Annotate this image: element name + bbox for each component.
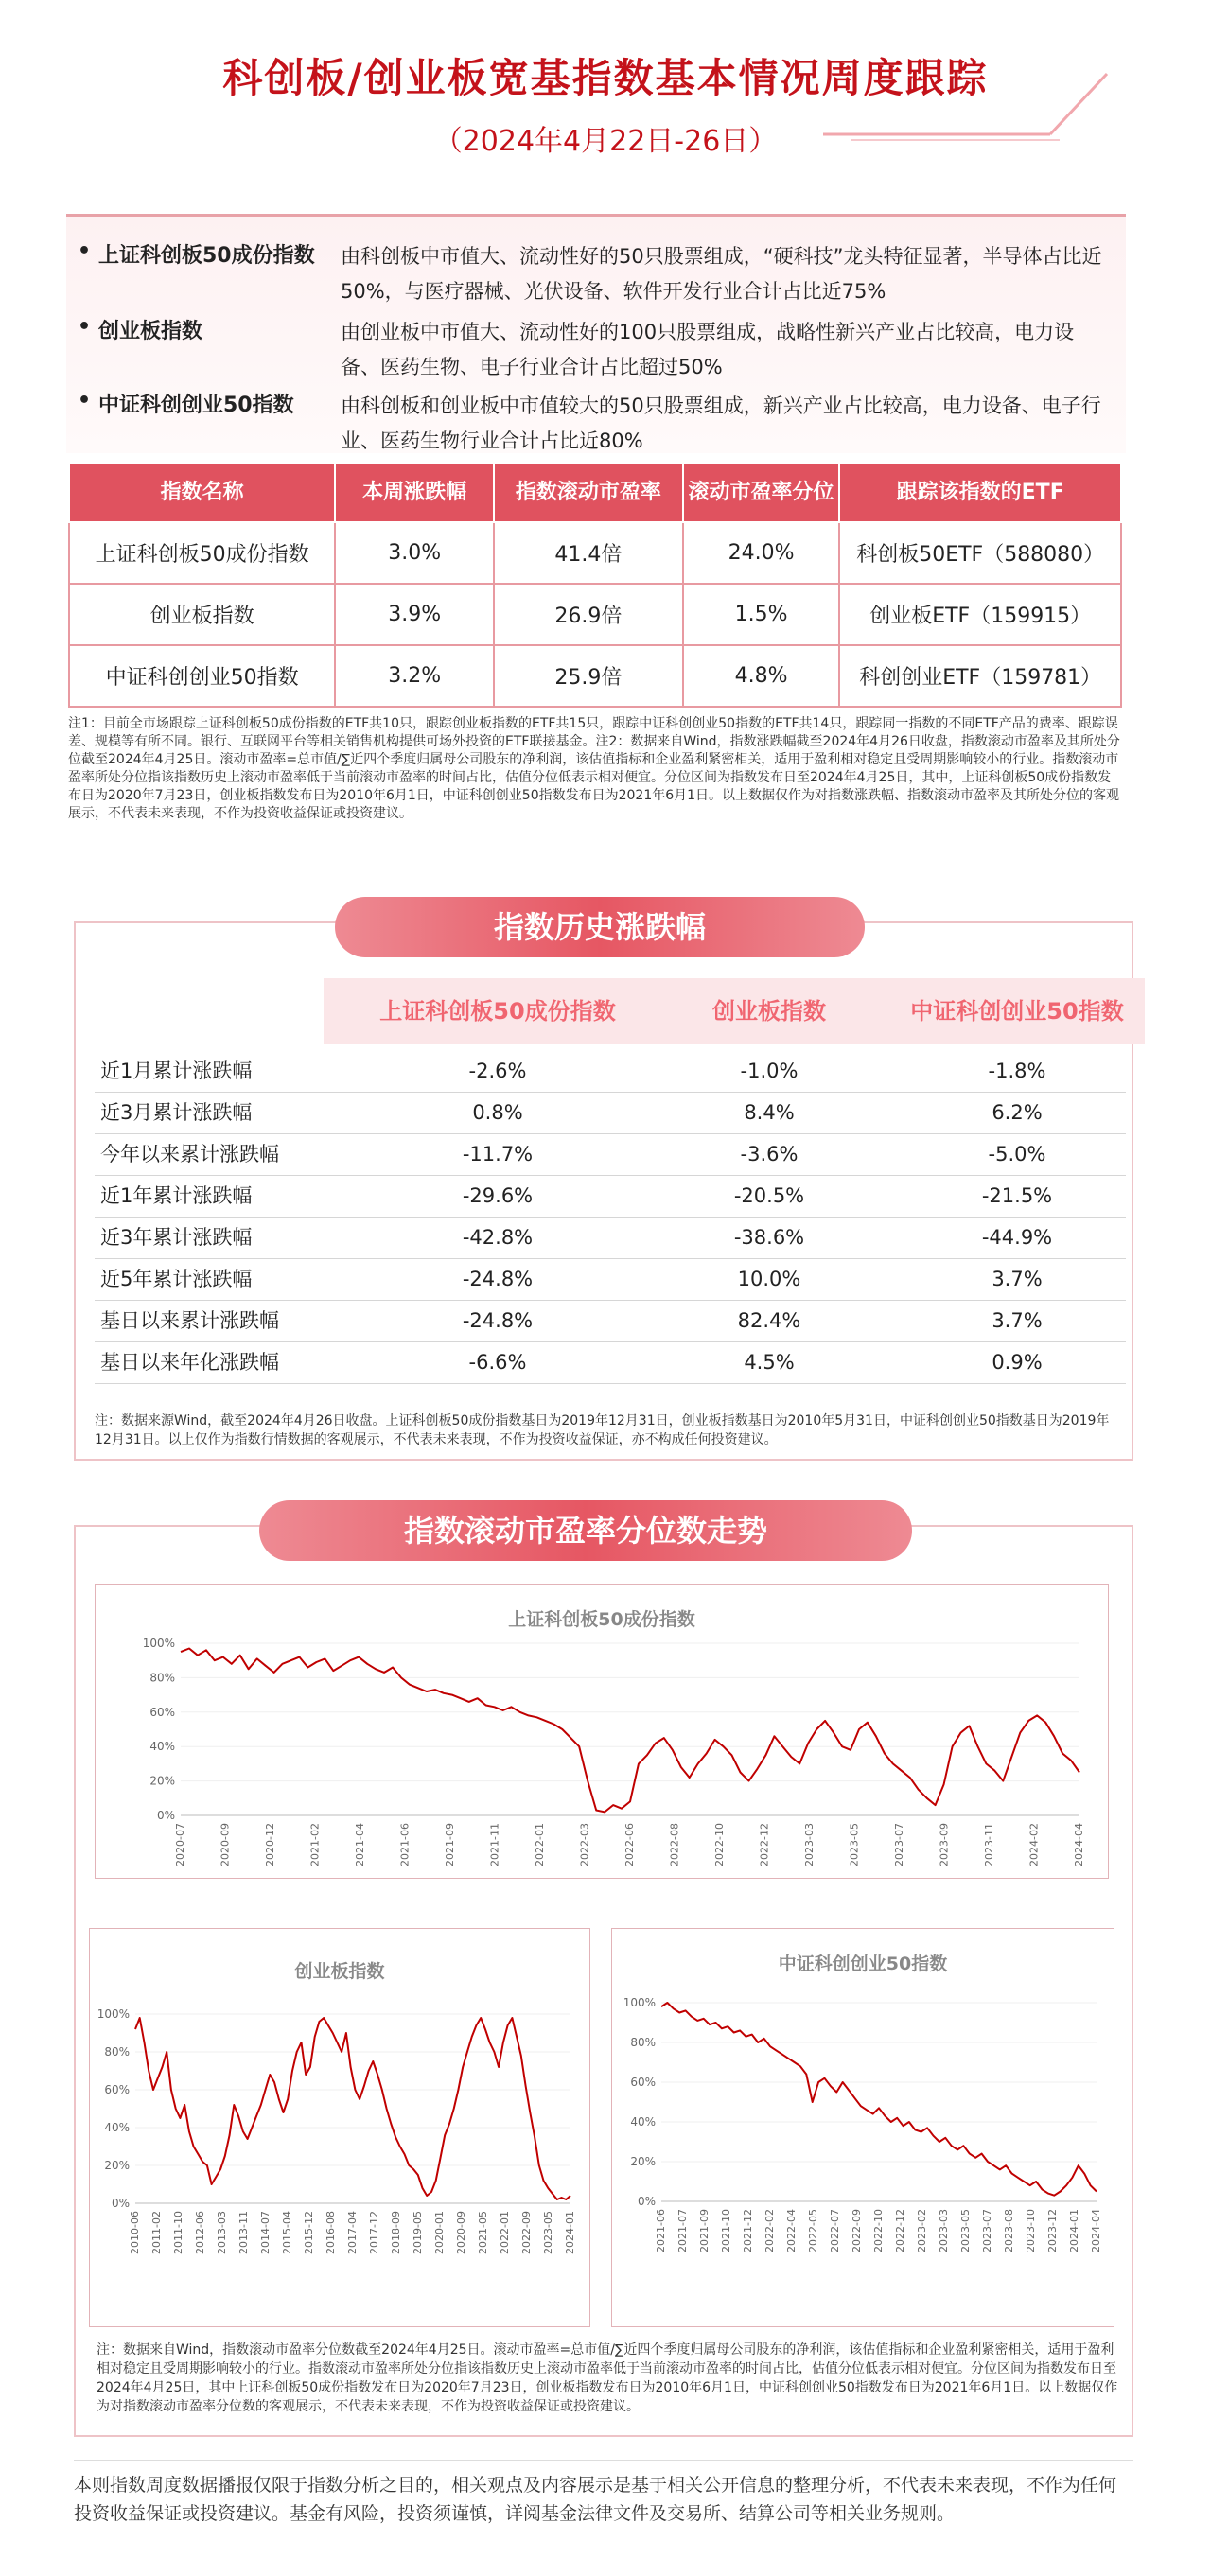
x-tick-label: 2021-05 — [477, 2211, 489, 2254]
history-column-header: 上证科创板50成份指数 — [324, 978, 672, 1044]
x-tick-label: 2022-04 — [785, 2209, 798, 2252]
series-line — [181, 1649, 1079, 1813]
x-tick-label: 2022-02 — [763, 2209, 776, 2252]
history-row-label: 基日以来年化涨跌幅 — [100, 1351, 279, 1374]
history-row-label: 近1月累计涨跌幅 — [100, 1060, 253, 1082]
history-value: -42.8% — [462, 1226, 534, 1249]
chart-title: 中证科创创业50指数 — [778, 1954, 948, 1974]
table-cell: 科创创业ETF（159781） — [839, 645, 1121, 707]
x-tick-label: 2022-09 — [520, 2211, 533, 2254]
y-tick-label: 40% — [630, 2115, 656, 2129]
intro-index-desc: 由科创板中市值大、流动性好的50只股票组成，“硬科技”龙头特征显著，半导体占比近50%，与医疗器械、光伏设备、软件开发行业合计占比近75% — [341, 245, 1102, 303]
table-row — [69, 645, 1121, 707]
x-tick-label: 2017-12 — [368, 2211, 380, 2254]
x-tick-label: 2024-04 — [1073, 1823, 1085, 1866]
history-row — [95, 1050, 1126, 1093]
history-value: -11.7% — [462, 1143, 534, 1165]
x-tick-label: 2015-12 — [303, 2211, 315, 2254]
page-title: 科创板/创业板宽基指数基本情况周度跟踪 — [222, 55, 989, 101]
y-tick-label: 20% — [630, 2155, 656, 2168]
x-tick-label: 2022-07 — [829, 2209, 841, 2252]
etf-table — [68, 463, 1122, 708]
x-tick-label: 2011-02 — [150, 2211, 163, 2254]
page-subtitle: （2024年4月22日-26日） — [433, 125, 778, 158]
history-footnote: 注：数据来源Wind，截至2024年4月26日收盘。上证科创板50成份指数基日为2019年12月31日，创业板指数基日为2010年5月31日，中证科创创业50指数基日为2019年12月31日。以上仅作为指数行情数据的客观展示，不代表未来表现，不作为投资收益保证，亦不构成任何投资建议。 — [95, 1413, 1110, 1447]
table-header-row — [69, 464, 1121, 522]
chart-kccy50-box — [611, 1928, 1114, 2327]
table-footnote: 注1：目前全市场跟踪上证科创板50成份指数的ETF共10只，跟踪创业板指数的ETF共15只，跟踪中证科创创业50指数的ETF共14只，跟踪同一指数的不同ETF产品的费率、跟踪误差、规模等有所不同。银行、互联网平台等相关销售机构提供可场外投资的ETF联接基金。注2：数据来自Wind，指数涨跌幅截至2024年4月26日收盘，指数滚动市盈率及其所处分位截至2024年4月25日。滚动市盈率=总市值/∑近四个季度归属母公司股东的净利润，该估值指标和企业盈利紧密相关，适用于盈利相对稳定且受周期影响较小的行业。指数滚动市盈率所处分位指该指数历史上滚动市盈率低于当前滚动市盈率的时间占比，估值分位低表示相对便宜。分位区间为指数发布日至2024年4月25日，其中，上证科创板50成份指数发布日为2020年7月23日，创业板指数发布日为2010年6月1日，中证科创创业50指数发布日为2021年6月1日。以上数据仅作为对指数涨跌幅、指数滚动市盈率及其所处分位的客观展示，不代表未来表现，不作为投资收益保证或投资建议。 — [68, 716, 1120, 821]
pe-section — [74, 1525, 1133, 2437]
y-tick-label: 20% — [104, 2159, 130, 2172]
y-tick-label: 100% — [97, 2007, 130, 2021]
history-row — [95, 1092, 1126, 1134]
history-value: -1.0% — [740, 1060, 799, 1082]
y-tick-label: 0% — [637, 2195, 656, 2208]
x-tick-label: 2022-06 — [623, 1823, 636, 1866]
x-tick-label: 2023-03 — [938, 2209, 950, 2252]
table-cell: 41.4倍 — [494, 522, 683, 584]
history-row — [95, 1300, 1126, 1342]
x-tick-label: 2020-09 — [455, 2211, 467, 2254]
history-row — [95, 1175, 1126, 1218]
table-cell: 创业板指数 — [69, 584, 335, 645]
history-row-label: 今年以来累计涨跌幅 — [100, 1143, 279, 1165]
x-tick-label: 2017-04 — [346, 2211, 359, 2254]
x-tick-label: 2022-10 — [713, 1823, 726, 1866]
x-tick-label: 2023-10 — [1025, 2209, 1037, 2252]
table-cell: 上证科创板50成份指数 — [69, 522, 335, 584]
table-cell: 24.0% — [683, 522, 840, 584]
intro-index-desc: 由科创板和创业板中市值较大的50只股票组成，新兴产业占比较高，电力设备、电子行业、医药生物行业合计占比近80% — [341, 394, 1101, 452]
chart-title: 创业板指数 — [294, 1961, 385, 1982]
x-tick-label: 2021-04 — [354, 1823, 366, 1866]
header — [0, 0, 1211, 189]
history-banner: 指数历史涨跌幅 — [335, 897, 865, 957]
bullet-icon: • — [78, 239, 92, 263]
history-row-label: 近3月累计涨跌幅 — [100, 1101, 253, 1124]
x-tick-label: 2021-02 — [308, 1823, 322, 1866]
pe-footnote: 注：数据来自Wind，指数滚动市盈率分位数截至2024年4月25日。滚动市盈率=总市值/∑近四个季度归属母公司股东的净利润，该估值指标和企业盈利紧密相关，适用于盈利相对稳定且受周期影响较小的行业。指数滚动市盈率所处分位指该指数历史上滚动市盈率低于当前滚动市盈率的时间占比，估值分位低表示相对便宜。分位区间为指数发布日至2024年4月25日，其中上证科创板50成份指数发布日为2020年7月23日，创业板指数发布日为2010年6月1日，中证科创创业50指数发布日为2021年6月1日。以上数据仅作为对指数滚动市盈率分位数的客观展示，不代表未来表现，不作为投资收益保证或投资建议。 — [97, 2342, 1118, 2414]
x-tick-label: 2016-08 — [325, 2211, 337, 2254]
history-value: 6.2% — [992, 1101, 1043, 1124]
x-tick-label: 2022-08 — [668, 1823, 681, 1866]
x-tick-label: 2023-05 — [959, 2209, 972, 2252]
x-tick-label: 2015-04 — [281, 2211, 293, 2254]
chart-cyb-box — [89, 1928, 590, 2327]
bullet-icon: • — [78, 315, 92, 339]
history-row-label: 近5年累计涨跌幅 — [100, 1268, 253, 1290]
table-cell: 26.9倍 — [494, 584, 683, 645]
x-tick-label: 2022-10 — [872, 2209, 885, 2252]
x-tick-label: 2023-07 — [893, 1823, 905, 1866]
x-tick-label: 2021-12 — [742, 2209, 754, 2252]
x-tick-label: 2013-03 — [216, 2211, 228, 2254]
history-column-header: 创业板指数 — [641, 978, 897, 1044]
history-value: 10.0% — [737, 1268, 801, 1290]
y-tick-label: 60% — [149, 1705, 175, 1719]
x-tick-label: 2021-06 — [655, 2209, 667, 2252]
table-cell: 科创板50ETF（588080） — [839, 522, 1121, 584]
y-tick-label: 20% — [149, 1774, 175, 1788]
x-tick-label: 2021-06 — [398, 1823, 412, 1866]
table-cell: 25.9倍 — [494, 645, 683, 707]
history-value: -29.6% — [462, 1184, 534, 1207]
x-tick-label: 2023-09 — [938, 1823, 951, 1866]
history-section — [74, 921, 1133, 1461]
column-header: 指数滚动市盈率 — [494, 464, 683, 522]
intro-index-name: 创业板指数 — [98, 320, 203, 343]
x-tick-label: 2014-07 — [259, 2211, 272, 2254]
divider — [74, 2460, 1133, 2461]
column-header: 跟踪该指数的ETF — [839, 464, 1121, 522]
history-value: -21.5% — [981, 1184, 1053, 1207]
y-tick-label: 0% — [111, 2197, 130, 2210]
history-value: -6.6% — [468, 1351, 527, 1374]
history-value: 3.7% — [992, 1309, 1043, 1332]
x-tick-label: 2013-11 — [237, 2211, 250, 2254]
x-tick-label: 2023-12 — [1046, 2209, 1059, 2252]
x-tick-label: 2023-05 — [848, 1823, 861, 1866]
x-tick-label: 2022-05 — [807, 2209, 819, 2252]
history-value: -3.6% — [740, 1143, 799, 1165]
table-row — [69, 522, 1121, 584]
x-tick-label: 2022-01 — [534, 1823, 546, 1866]
y-tick-label: 80% — [104, 2045, 130, 2059]
table-cell: 3.9% — [335, 584, 494, 645]
y-tick-label: 80% — [630, 2036, 656, 2049]
table-cell: 创业板ETF（159915） — [839, 584, 1121, 645]
history-value: -44.9% — [981, 1226, 1053, 1249]
x-tick-label: 2023-08 — [1003, 2209, 1015, 2252]
intro-index-name: 上证科创板50成份指数 — [98, 244, 315, 268]
x-tick-label: 2021-07 — [676, 2209, 689, 2252]
x-tick-label: 2020-01 — [433, 2211, 446, 2254]
history-value: -24.8% — [462, 1268, 534, 1290]
x-tick-label: 2022-01 — [499, 2211, 511, 2254]
x-tick-label: 2018-09 — [390, 2211, 402, 2254]
y-tick-label: 60% — [104, 2083, 130, 2096]
history-value: -2.6% — [468, 1060, 527, 1082]
pe-banner: 指数滚动市盈率分位数走势 — [259, 1500, 912, 1561]
x-tick-label: 2020-09 — [219, 1823, 232, 1866]
x-tick-label: 2023-05 — [542, 2211, 554, 2254]
history-value: -20.5% — [733, 1184, 805, 1207]
history-value: -1.8% — [988, 1060, 1046, 1082]
x-tick-label: 2020-07 — [174, 1823, 186, 1866]
x-tick-label: 2023-03 — [803, 1823, 816, 1866]
x-tick-label: 2024-04 — [1090, 2209, 1102, 2252]
history-value: -24.8% — [462, 1309, 534, 1332]
x-tick-label: 2019-05 — [412, 2211, 424, 2254]
table-cell: 3.0% — [335, 522, 494, 584]
chart-cyb-svg — [90, 1929, 589, 2326]
x-tick-label: 2022-09 — [851, 2209, 863, 2252]
y-tick-label: 80% — [149, 1671, 175, 1685]
history-row-label: 近3年累计涨跌幅 — [100, 1226, 253, 1249]
table-row — [69, 584, 1121, 645]
intro-index-desc: 由创业板中市值大、流动性好的100只股票组成，战略性新兴产业占比较高，电力设备、医药生物、电子行业合计占比超过50% — [341, 321, 1075, 378]
x-tick-label: 2021-11 — [488, 1823, 501, 1866]
x-tick-label: 2010-06 — [129, 2211, 141, 2254]
y-tick-label: 60% — [630, 2076, 656, 2089]
y-tick-label: 0% — [156, 1809, 175, 1822]
chart-title: 上证科创板50成份指数 — [508, 1609, 695, 1630]
x-tick-label: 2023-11 — [983, 1823, 995, 1866]
column-header: 滚动市盈率分位 — [683, 464, 840, 522]
y-tick-label: 40% — [104, 2121, 130, 2134]
y-tick-label: 100% — [142, 1637, 175, 1650]
x-tick-label: 2023-07 — [981, 2209, 993, 2252]
x-tick-label: 2021-09 — [444, 1823, 456, 1866]
history-row-label: 近1年累计涨跌幅 — [100, 1184, 253, 1207]
history-value: -38.6% — [733, 1226, 805, 1249]
index-intro-panel — [66, 214, 1126, 453]
table-cell: 4.8% — [683, 645, 840, 707]
column-header: 指数名称 — [69, 464, 335, 522]
y-tick-label: 40% — [149, 1740, 175, 1754]
x-tick-label: 2022-12 — [758, 1823, 771, 1866]
x-tick-label: 2024-01 — [564, 2211, 576, 2254]
history-row — [95, 1258, 1126, 1301]
column-header: 本周涨跌幅 — [335, 464, 494, 522]
title-decoration — [814, 66, 1116, 142]
chart-kc50-box — [95, 1584, 1109, 1879]
chart-kccy50-svg — [612, 1929, 1114, 2326]
history-value: -5.0% — [988, 1143, 1046, 1165]
history-value: 4.5% — [744, 1351, 795, 1374]
history-value: 82.4% — [737, 1309, 801, 1332]
y-tick-label: 100% — [623, 1996, 656, 2009]
intro-index-name: 中证科创创业50指数 — [98, 394, 294, 417]
history-value: 0.9% — [992, 1351, 1043, 1374]
history-row — [95, 1217, 1126, 1259]
history-value: 3.7% — [992, 1268, 1043, 1290]
x-tick-label: 2020-12 — [264, 1823, 276, 1866]
history-row — [95, 1341, 1126, 1384]
history-column-header: 中证科创创业50指数 — [889, 978, 1145, 1044]
disclaimer: 本则指数周度数据播报仅限于指数分析之目的，相关观点及内容展示是基于相关公开信息的整理分析，不代表未来表现，不作为任何投资收益保证或投资建议。基金有风险，投资须谨慎，详阅基金法律文件及交易所、结算公司等相关业务规则。 — [74, 2475, 1117, 2524]
series-line — [135, 2018, 570, 2199]
history-value: 8.4% — [744, 1101, 795, 1124]
x-tick-label: 2011-10 — [172, 2211, 184, 2254]
table-cell: 1.5% — [683, 584, 840, 645]
table-cell: 中证科创创业50指数 — [69, 645, 335, 707]
history-row-label: 基日以来累计涨跌幅 — [100, 1309, 279, 1332]
bullet-icon: • — [78, 389, 92, 412]
history-value: 0.8% — [472, 1101, 523, 1124]
x-tick-label: 2021-10 — [720, 2209, 732, 2252]
table-cell: 3.2% — [335, 645, 494, 707]
history-row — [95, 1133, 1126, 1176]
x-tick-label: 2022-03 — [578, 1823, 591, 1866]
x-tick-label: 2022-12 — [894, 2209, 906, 2252]
x-tick-label: 2023-02 — [916, 2209, 928, 2252]
series-line — [661, 2003, 1097, 2196]
x-tick-label: 2021-09 — [698, 2209, 711, 2252]
x-tick-label: 2024-02 — [1027, 1823, 1041, 1866]
x-tick-label: 2012-06 — [194, 2211, 206, 2254]
x-tick-label: 2024-01 — [1068, 2209, 1080, 2252]
